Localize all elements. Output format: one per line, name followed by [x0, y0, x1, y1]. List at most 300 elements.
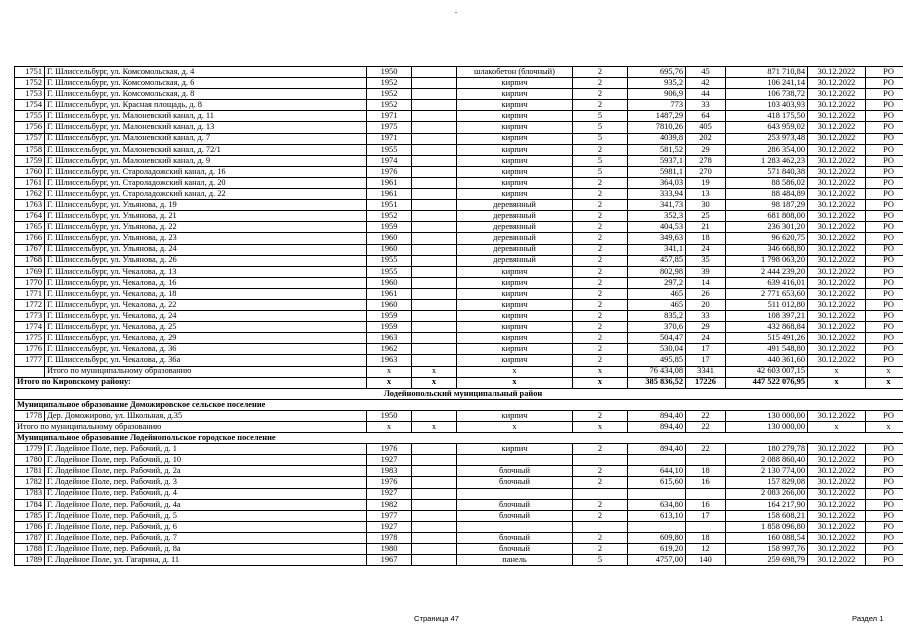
- source-cell: РО: [866, 444, 903, 455]
- row-number: 1779: [15, 444, 45, 455]
- section-header: Муниципальное образование Доможировское сельское поселение: [15, 399, 903, 410]
- blank-cell: [412, 67, 457, 78]
- material-cell: кирпич: [457, 122, 573, 133]
- blank-cell: [412, 244, 457, 255]
- row-number: 1781: [15, 466, 45, 477]
- blank-cell: [412, 477, 457, 488]
- area-cell: 297,2: [628, 277, 686, 288]
- area-cell: 341,1: [628, 244, 686, 255]
- material-cell: кирпич: [457, 133, 573, 144]
- floors-cell: 2: [573, 244, 628, 255]
- material-cell: блочный: [457, 466, 573, 477]
- row-number: 1778: [15, 410, 45, 421]
- material-cell: блочный: [457, 477, 573, 488]
- material-cell: кирпич: [457, 266, 573, 277]
- blank-cell: x: [412, 377, 457, 388]
- area-cell: [628, 521, 686, 532]
- residents-cell: 16: [686, 499, 726, 510]
- date-cell: 30.12.2022: [808, 532, 866, 543]
- year-cell: 1927: [367, 521, 412, 532]
- row-number: 1753: [15, 89, 45, 100]
- area-cell: [628, 455, 686, 466]
- area-cell: 370,6: [628, 322, 686, 333]
- row-number: 1767: [15, 244, 45, 255]
- blank-cell: [412, 189, 457, 200]
- date-cell: 30.12.2022: [808, 67, 866, 78]
- row-number: 1784: [15, 499, 45, 510]
- blank-cell: [412, 466, 457, 477]
- cost-cell: 511 012,80: [726, 299, 808, 310]
- material-cell: деревянный: [457, 255, 573, 266]
- year-cell: 1950: [367, 410, 412, 421]
- source-cell: РО: [866, 78, 903, 89]
- address-cell: Г. Лодейное Поле, пер. Рабочий, д. 1: [45, 444, 367, 455]
- row-number: 1783: [15, 488, 45, 499]
- floors-cell: 2: [573, 344, 628, 355]
- section-header-row: [15, 399, 903, 410]
- address-cell: Г. Шлиссельбург, ул. Чекалова, д. 36а: [45, 355, 367, 366]
- date-cell: 30.12.2022: [808, 544, 866, 555]
- source-cell: РО: [866, 177, 903, 188]
- area-cell: 457,85: [628, 255, 686, 266]
- material-cell: кирпич: [457, 177, 573, 188]
- year-cell: 1971: [367, 111, 412, 122]
- material-cell: кирпич: [457, 311, 573, 322]
- year-cell: 1950: [367, 67, 412, 78]
- address-cell: Г. Шлиссельбург, ул. Чекалова, д. 25: [45, 322, 367, 333]
- address-cell: Г. Шлиссельбург, ул. Староладожский канал, д. 16: [45, 166, 367, 177]
- address-cell: Г. Шлиссельбург, ул. Красная площадь, д. 8: [45, 100, 367, 111]
- year-cell: 1960: [367, 299, 412, 310]
- residents-cell: 22: [686, 410, 726, 421]
- residents-cell: 25: [686, 211, 726, 222]
- floors-cell: [573, 521, 628, 532]
- residents-cell: 30: [686, 200, 726, 211]
- table-row: [15, 555, 903, 566]
- residents-cell: 19: [686, 177, 726, 188]
- cost-cell: 440 361,60: [726, 355, 808, 366]
- residents-cell: 14: [686, 277, 726, 288]
- source-cell: x: [866, 377, 903, 388]
- cost-cell: 158 608,21: [726, 510, 808, 521]
- floors-cell: 2: [573, 255, 628, 266]
- material-cell: деревянный: [457, 222, 573, 233]
- date-cell: 30.12.2022: [808, 477, 866, 488]
- floors-cell: 2: [573, 410, 628, 421]
- source-cell: РО: [866, 555, 903, 566]
- cost-cell: 643 959,02: [726, 122, 808, 133]
- blank-cell: [412, 521, 457, 532]
- residents-cell: 22: [686, 422, 726, 433]
- year-cell: 1976: [367, 444, 412, 455]
- table-row: [15, 311, 903, 322]
- year-cell: 1955: [367, 266, 412, 277]
- year-cell: 1927: [367, 488, 412, 499]
- source-cell: РО: [866, 466, 903, 477]
- residents-cell: 29: [686, 322, 726, 333]
- material-cell: кирпич: [457, 355, 573, 366]
- address-cell: Г. Шлиссельбург, ул. Чекалова, д. 36: [45, 344, 367, 355]
- source-cell: РО: [866, 166, 903, 177]
- address-cell: Г. Лодейное Поле, пер. Рабочий, д. 4: [45, 488, 367, 499]
- date-cell: 30.12.2022: [808, 266, 866, 277]
- year-cell: 1960: [367, 233, 412, 244]
- material-cell: кирпич: [457, 89, 573, 100]
- blank-cell: [412, 455, 457, 466]
- row-number: 1780: [15, 455, 45, 466]
- table-row: [15, 122, 903, 133]
- material-cell: блочный: [457, 510, 573, 521]
- material-cell: кирпич: [457, 189, 573, 200]
- address-cell: Г. Лодейное Поле, пер. Рабочий, д. 6: [45, 521, 367, 532]
- area-cell: 802,98: [628, 266, 686, 277]
- blank-cell: [412, 200, 457, 211]
- year-cell: 1982: [367, 499, 412, 510]
- scan-mark: [455, 12, 457, 13]
- year-cell: 1952: [367, 78, 412, 89]
- cost-cell: 180 279,78: [726, 444, 808, 455]
- table-row: [15, 466, 903, 477]
- floors-cell: 2: [573, 311, 628, 322]
- source-cell: РО: [866, 155, 903, 166]
- row-number: 1757: [15, 133, 45, 144]
- blank-cell: [412, 288, 457, 299]
- row-number: 1770: [15, 277, 45, 288]
- floors-cell: 2: [573, 100, 628, 111]
- blank-cell: [412, 166, 457, 177]
- floors-cell: 2: [573, 466, 628, 477]
- date-cell: 30.12.2022: [808, 355, 866, 366]
- table-row: [15, 477, 903, 488]
- area-cell: 773: [628, 100, 686, 111]
- date-cell: 30.12.2022: [808, 333, 866, 344]
- table-row: [15, 410, 903, 421]
- cost-cell: 2 130 774,00: [726, 466, 808, 477]
- address-cell: Г. Шлиссельбург, ул. Староладожский канал, д. 22: [45, 189, 367, 200]
- source-cell: РО: [866, 255, 903, 266]
- area-cell: 906,9: [628, 89, 686, 100]
- district-header-row: [15, 388, 903, 399]
- cost-cell: 98 187,29: [726, 200, 808, 211]
- date-cell: 30.12.2022: [808, 555, 866, 566]
- year-cell: 1980: [367, 544, 412, 555]
- date-cell: 30.12.2022: [808, 144, 866, 155]
- year-cell: 1960: [367, 244, 412, 255]
- blank-cell: [412, 555, 457, 566]
- source-cell: РО: [866, 499, 903, 510]
- residents-cell: 202: [686, 133, 726, 144]
- table-row: [15, 532, 903, 543]
- cost-cell: 130 000,00: [726, 422, 808, 433]
- address-cell: Г. Лодейное Поле, пер. Рабочий, д. 10: [45, 455, 367, 466]
- area-cell: 1487,29: [628, 111, 686, 122]
- source-cell: РО: [866, 133, 903, 144]
- residents-cell: [686, 488, 726, 499]
- blank-cell: [412, 277, 457, 288]
- cost-cell: 108 397,21: [726, 311, 808, 322]
- material-cell: деревянный: [457, 244, 573, 255]
- date-cell: 30.12.2022: [808, 133, 866, 144]
- material-cell: блочный: [457, 544, 573, 555]
- material-cell: кирпич: [457, 78, 573, 89]
- address-cell: Г. Шлиссельбург, ул. Комсомольская, д. 6: [45, 78, 367, 89]
- section-header-row: [15, 433, 903, 444]
- year-cell: x: [367, 422, 412, 433]
- material-cell: панель: [457, 555, 573, 566]
- date-cell: x: [808, 366, 866, 377]
- floors-cell: 2: [573, 444, 628, 455]
- source-cell: РО: [866, 67, 903, 78]
- source-cell: РО: [866, 89, 903, 100]
- row-number: 1755: [15, 111, 45, 122]
- residents-cell: 18: [686, 466, 726, 477]
- table-body: [15, 67, 903, 566]
- residents-cell: 18: [686, 233, 726, 244]
- area-cell: 341,73: [628, 200, 686, 211]
- date-cell: 30.12.2022: [808, 510, 866, 521]
- cost-cell: 157 829,08: [726, 477, 808, 488]
- cost-cell: 106 241,14: [726, 78, 808, 89]
- source-cell: РО: [866, 521, 903, 532]
- date-cell: 30.12.2022: [808, 311, 866, 322]
- table-row: [15, 211, 903, 222]
- residents-cell: 270: [686, 166, 726, 177]
- row-number: 1772: [15, 299, 45, 310]
- row-number: 1765: [15, 222, 45, 233]
- date-cell: 30.12.2022: [808, 277, 866, 288]
- row-number: 1775: [15, 333, 45, 344]
- address-cell: Г. Шлиссельбург, ул. Чекалова, д. 13: [45, 266, 367, 277]
- material-cell: кирпич: [457, 322, 573, 333]
- cost-cell: 259 698,79: [726, 555, 808, 566]
- table-row: [15, 277, 903, 288]
- area-cell: 695,76: [628, 67, 686, 78]
- address-cell: Г. Шлиссельбург, ул. Малоневский канал, д. 72/1: [45, 144, 367, 155]
- date-cell: 30.12.2022: [808, 244, 866, 255]
- section-header: Муниципальное образование Лодейнопольское городское поселение: [15, 433, 903, 444]
- cost-cell: 1 798 063,20: [726, 255, 808, 266]
- row-number: 1773: [15, 311, 45, 322]
- table-row: [15, 244, 903, 255]
- table-row: [15, 255, 903, 266]
- address-cell: Г. Шлиссельбург, ул. Ульянова, д. 23: [45, 233, 367, 244]
- date-cell: x: [808, 422, 866, 433]
- floors-cell: 2: [573, 222, 628, 233]
- area-cell: 615,60: [628, 477, 686, 488]
- address-cell: Г. Шлиссельбург, ул. Чекалова, д. 16: [45, 277, 367, 288]
- floors-cell: 2: [573, 355, 628, 366]
- residents-cell: 405: [686, 122, 726, 133]
- material-cell: блочный: [457, 532, 573, 543]
- year-cell: 1967: [367, 555, 412, 566]
- year-cell: 1960: [367, 277, 412, 288]
- blank-cell: x: [412, 422, 457, 433]
- table-row: [15, 355, 903, 366]
- floors-cell: 5: [573, 111, 628, 122]
- year-cell: 1976: [367, 477, 412, 488]
- area-cell: [628, 488, 686, 499]
- table-row: [15, 510, 903, 521]
- floors-cell: 2: [573, 499, 628, 510]
- cost-cell: 432 868,84: [726, 322, 808, 333]
- source-cell: РО: [866, 477, 903, 488]
- cost-cell: 639 416,01: [726, 277, 808, 288]
- blank-cell: [412, 100, 457, 111]
- blank-cell: [412, 78, 457, 89]
- year-cell: 1959: [367, 311, 412, 322]
- year-cell: 1955: [367, 255, 412, 266]
- floors-cell: 2: [573, 211, 628, 222]
- residents-cell: 26: [686, 288, 726, 299]
- total-label: Итого по Кировскому району:: [15, 377, 367, 388]
- material-cell: [457, 455, 573, 466]
- floors-cell: [573, 488, 628, 499]
- floors-cell: x: [573, 422, 628, 433]
- cost-cell: 130 000,00: [726, 410, 808, 421]
- address-cell: Г. Лодейное Поле, пер. Рабочий, д. 4а: [45, 499, 367, 510]
- source-cell: x: [866, 366, 903, 377]
- material-cell: кирпич: [457, 155, 573, 166]
- address-cell: Г. Лодейное Поле, пер. Рабочий, д. 8а: [45, 544, 367, 555]
- date-cell: 30.12.2022: [808, 322, 866, 333]
- source-cell: РО: [866, 277, 903, 288]
- blank-cell: [412, 488, 457, 499]
- year-cell: x: [367, 366, 412, 377]
- table-row: [15, 333, 903, 344]
- source-cell: РО: [866, 488, 903, 499]
- source-cell: РО: [866, 510, 903, 521]
- source-cell: РО: [866, 189, 903, 200]
- subtotal-label: Итого по муниципальному образованию: [45, 366, 367, 377]
- table-row: [15, 266, 903, 277]
- cost-cell: 96 620,75: [726, 233, 808, 244]
- floors-cell: 2: [573, 189, 628, 200]
- row-number: 1777: [15, 355, 45, 366]
- table-row: [15, 78, 903, 89]
- cost-cell: 42 603 007,15: [726, 366, 808, 377]
- table-row: [15, 322, 903, 333]
- subtotal-label: Итого по муниципальному образованию: [15, 422, 367, 433]
- material-cell: деревянный: [457, 211, 573, 222]
- residents-cell: [686, 521, 726, 532]
- area-cell: 894,40: [628, 410, 686, 421]
- date-cell: 30.12.2022: [808, 78, 866, 89]
- table-row: [15, 233, 903, 244]
- year-cell: 1961: [367, 189, 412, 200]
- table-row: [15, 133, 903, 144]
- residents-cell: 20: [686, 299, 726, 310]
- residents-cell: 22: [686, 444, 726, 455]
- cost-cell: 253 973,48: [726, 133, 808, 144]
- year-cell: 1961: [367, 288, 412, 299]
- floors-cell: 5: [573, 155, 628, 166]
- area-cell: 835,2: [628, 311, 686, 322]
- residents-cell: 140: [686, 555, 726, 566]
- blank-cell: [412, 333, 457, 344]
- blank-cell: [412, 299, 457, 310]
- area-cell: 349,63: [628, 233, 686, 244]
- table-row: [15, 299, 903, 310]
- blank-cell: [412, 266, 457, 277]
- table-row: [15, 521, 903, 532]
- cost-cell: 2 088 860,40: [726, 455, 808, 466]
- table-row: [15, 200, 903, 211]
- floors-cell: 2: [573, 277, 628, 288]
- year-cell: 1975: [367, 122, 412, 133]
- residents-cell: 17: [686, 510, 726, 521]
- cost-cell: 236 301,20: [726, 222, 808, 233]
- table-row: [15, 111, 903, 122]
- source-cell: РО: [866, 544, 903, 555]
- area-cell: 5981,1: [628, 166, 686, 177]
- cost-cell: 418 175,50: [726, 111, 808, 122]
- residents-cell: 45: [686, 67, 726, 78]
- residents-cell: 278: [686, 155, 726, 166]
- address-cell: Г. Лодейное Поле, пер. Рабочий, д. 2а: [45, 466, 367, 477]
- row-number: 1782: [15, 477, 45, 488]
- floors-cell: 2: [573, 89, 628, 100]
- date-cell: 30.12.2022: [808, 299, 866, 310]
- material-cell: шлакобетон (блочный): [457, 67, 573, 78]
- date-cell: 30.12.2022: [808, 177, 866, 188]
- blank-cell: [412, 255, 457, 266]
- residents-cell: 16: [686, 477, 726, 488]
- source-cell: РО: [866, 233, 903, 244]
- floors-cell: x: [573, 366, 628, 377]
- residents-cell: 18: [686, 532, 726, 543]
- row-number: 1751: [15, 67, 45, 78]
- residents-cell: 33: [686, 311, 726, 322]
- date-cell: 30.12.2022: [808, 488, 866, 499]
- year-cell: 1976: [367, 166, 412, 177]
- cost-cell: 103 403,93: [726, 100, 808, 111]
- row-number: 1768: [15, 255, 45, 266]
- residents-cell: 3341: [686, 366, 726, 377]
- date-cell: 30.12.2022: [808, 444, 866, 455]
- date-cell: 30.12.2022: [808, 466, 866, 477]
- cost-cell: 160 088,54: [726, 532, 808, 543]
- address-cell: Г. Шлиссельбург, ул. Ульянова, д. 22: [45, 222, 367, 233]
- cost-cell: 106 738,72: [726, 89, 808, 100]
- row-number: 1752: [15, 78, 45, 89]
- source-cell: РО: [866, 122, 903, 133]
- source-cell: РО: [866, 532, 903, 543]
- year-cell: 1977: [367, 510, 412, 521]
- floors-cell: 2: [573, 200, 628, 211]
- area-cell: 76 434,08: [628, 366, 686, 377]
- material-cell: x: [457, 377, 573, 388]
- table-row: [15, 100, 903, 111]
- table-row: [15, 455, 903, 466]
- floors-cell: 2: [573, 299, 628, 310]
- source-cell: РО: [866, 222, 903, 233]
- blank-cell: [412, 133, 457, 144]
- date-cell: 30.12.2022: [808, 189, 866, 200]
- floors-cell: 2: [573, 78, 628, 89]
- address-cell: Г. Лодейное Поле, пер. Рабочий, д. 3: [45, 477, 367, 488]
- material-cell: [457, 521, 573, 532]
- row-number: 1764: [15, 211, 45, 222]
- area-cell: 894,40: [628, 422, 686, 433]
- material-cell: кирпич: [457, 333, 573, 344]
- year-cell: 1959: [367, 222, 412, 233]
- area-cell: 530,04: [628, 344, 686, 355]
- area-cell: 634,80: [628, 499, 686, 510]
- table-row: [15, 499, 903, 510]
- material-cell: блочный: [457, 499, 573, 510]
- floors-cell: 2: [573, 266, 628, 277]
- table-row: [15, 222, 903, 233]
